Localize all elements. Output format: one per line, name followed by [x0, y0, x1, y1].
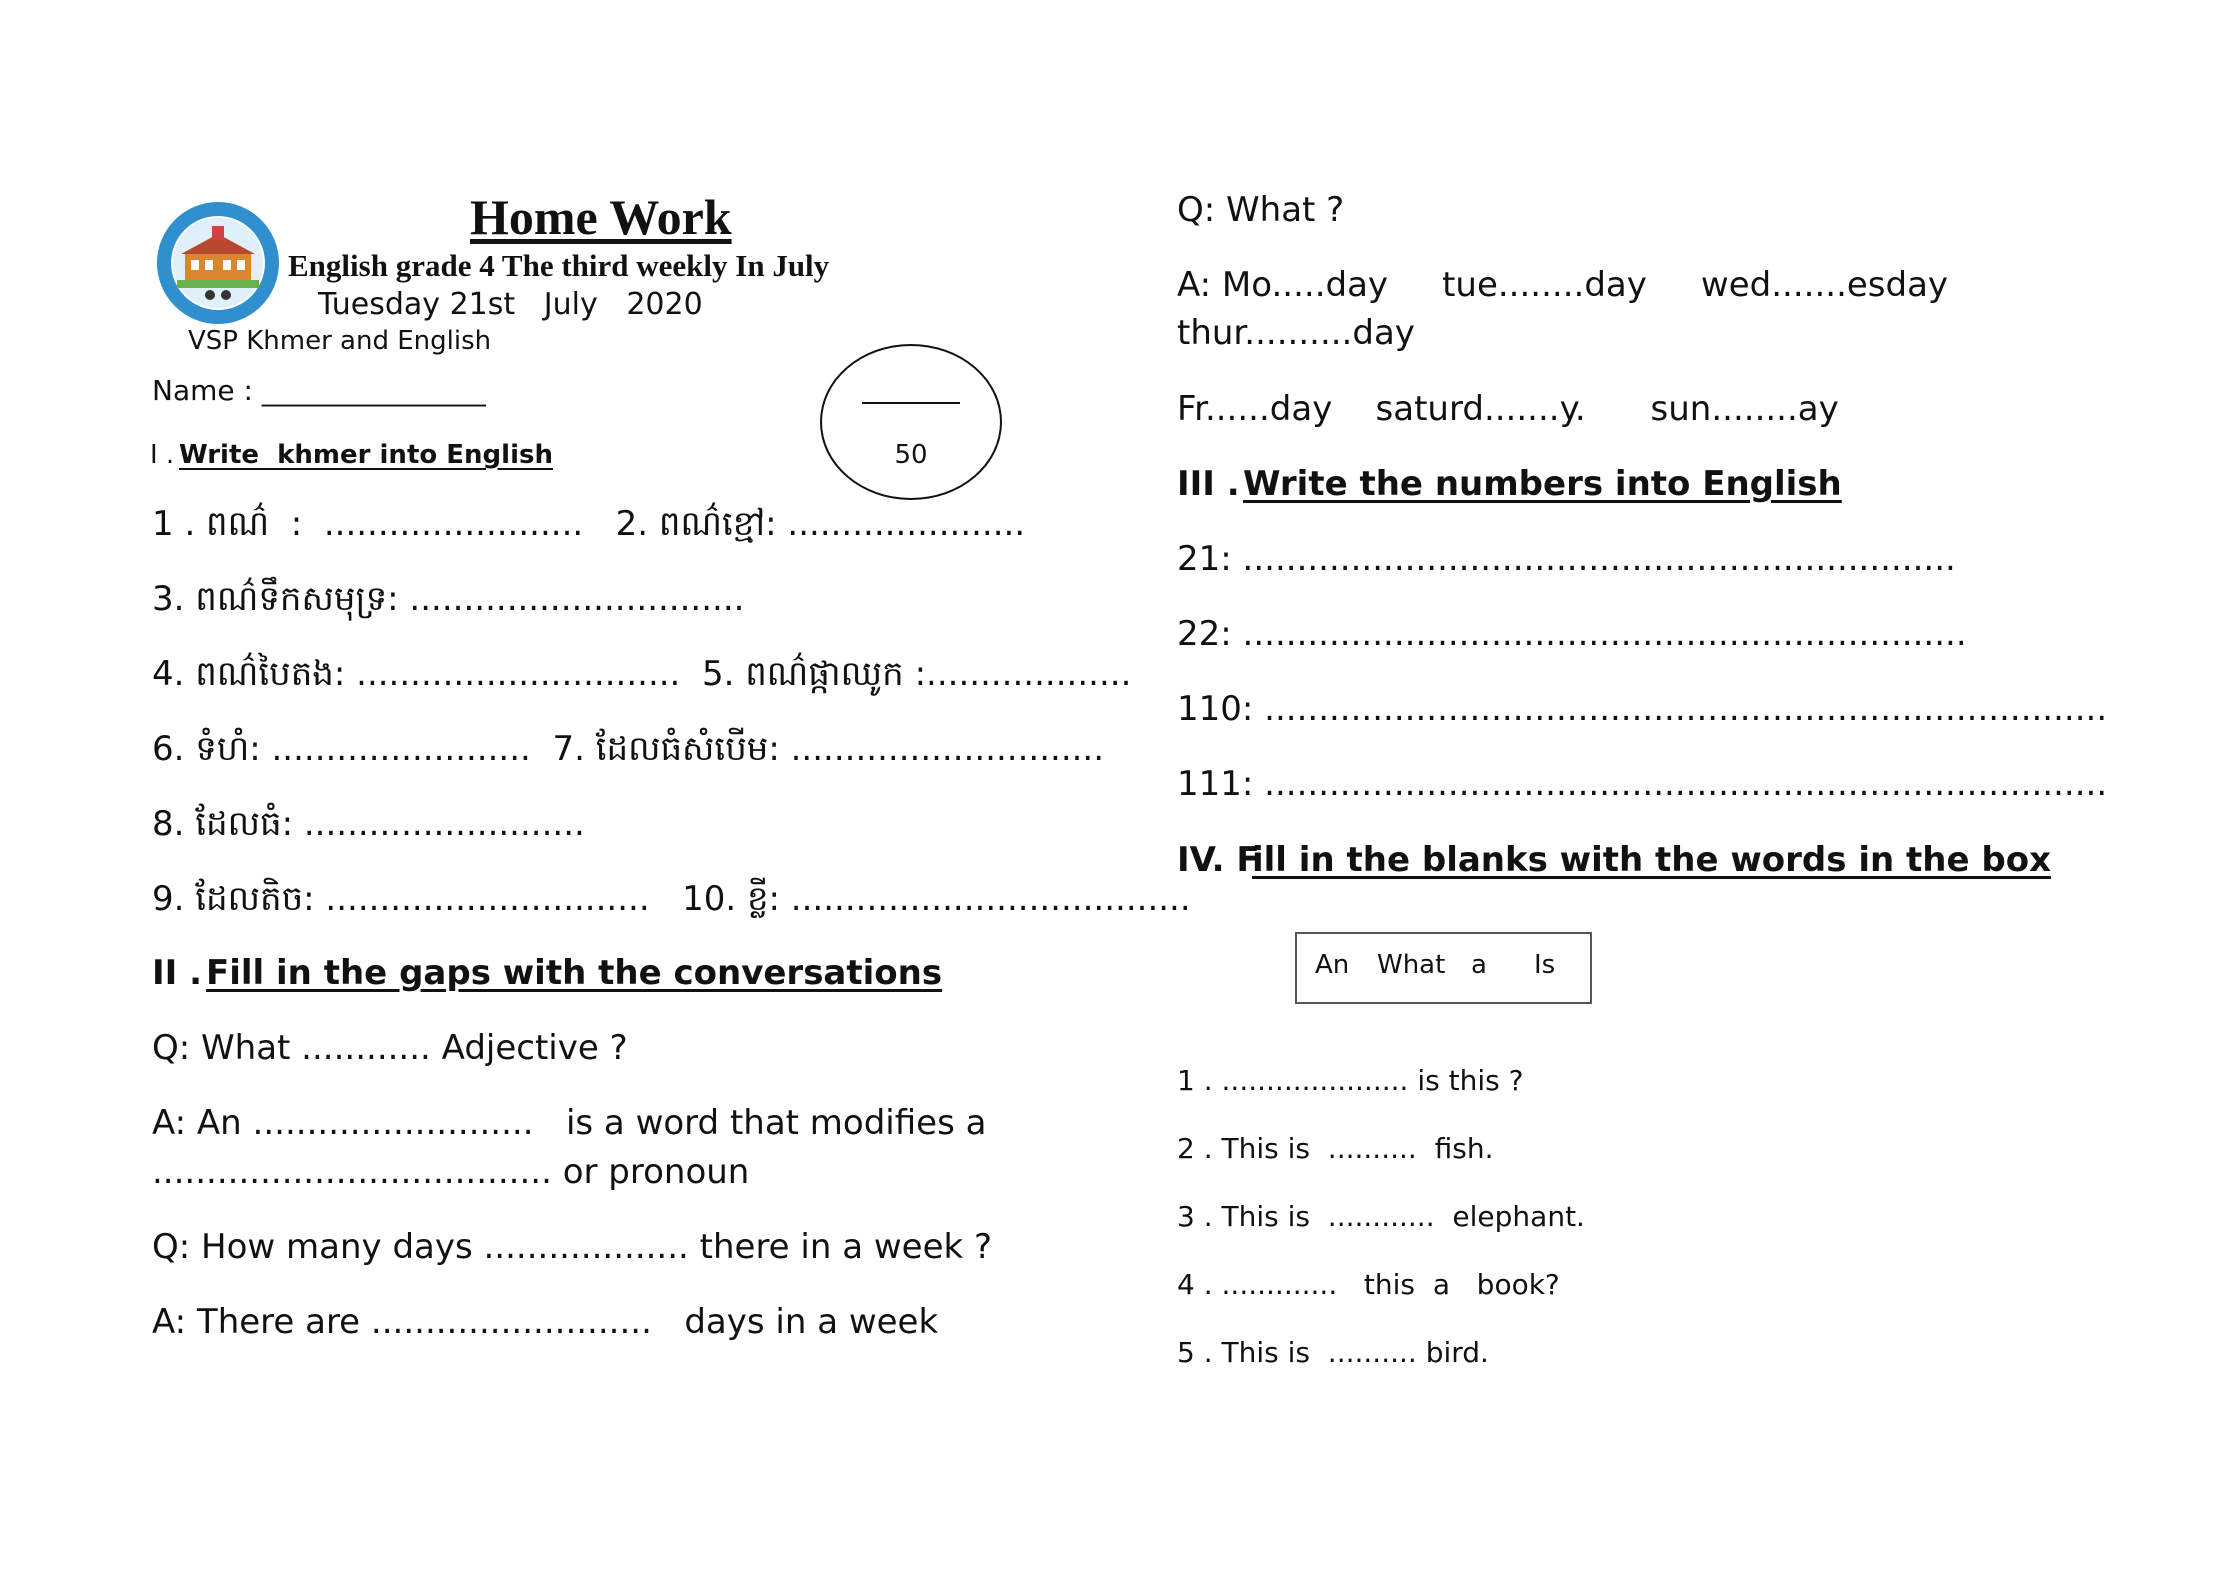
conversation-line[interactable]: A: An .......................... is a word that modifies a [152, 1103, 987, 1143]
exercise-line[interactable]: 9. ដែលតិច: .............................. 10. ខ្លី: ..................................... [152, 879, 1191, 919]
number-line[interactable]: 21: .................................................................. [1177, 539, 1956, 579]
section-2-heading: Fill in the gaps with the conversations [206, 953, 943, 993]
number-line[interactable]: 111: .............................................................................. [1177, 764, 2108, 804]
page-title: Home Work [470, 189, 732, 245]
word-option: Is [1534, 950, 1556, 980]
blank-line[interactable]: 4 . ............. this a book? [1177, 1268, 1560, 1301]
blank-line[interactable]: 3 . This is ............ elephant. [1177, 1200, 1585, 1233]
school-seal-icon [155, 200, 281, 326]
word-option: a [1471, 950, 1487, 980]
section-3-heading: Write the numbers into English [1243, 464, 1842, 504]
score-circle [820, 344, 1002, 500]
blank-line[interactable]: 5 . This is .......... bird. [1177, 1336, 1489, 1369]
conversation-line[interactable]: A: Mo.....day tue........day wed.......esday [1177, 265, 1949, 305]
number-line[interactable]: 110: .............................................................................. [1177, 689, 2108, 729]
conversation-line[interactable]: thur..........day [1177, 313, 1415, 353]
date: Tuesday 21st July 2020 [318, 287, 703, 322]
number-line[interactable]: 22: ................................................................... [1177, 614, 1967, 654]
conversation-line[interactable]: Q: What ? [1177, 190, 1345, 230]
score-blank[interactable] [862, 402, 960, 404]
conversation-line[interactable]: Q: What ............ Adjective ? [152, 1028, 628, 1068]
blank-line[interactable]: 2 . This is .......... fish. [1177, 1132, 1494, 1165]
exercise-line[interactable]: 6. ទំហំ: ........................ 7. ដែលធំសំបើម: ............................. [152, 729, 1105, 769]
section-2-number: II . [152, 953, 203, 993]
section-4-number: IV. F [1177, 840, 1260, 880]
section-3-number: III . [1177, 464, 1240, 504]
conversation-line[interactable]: A: There are .......................... days in a week [152, 1302, 939, 1342]
exercise-line[interactable]: 4. ពណ៌បៃតង: .............................. 5. ពណ៌ផ្កាឈូក :................... [152, 654, 1132, 694]
blank-line[interactable]: 1 . ..................... is this ? [1177, 1064, 1524, 1097]
word-option: What [1377, 950, 1446, 980]
word-option: An [1315, 950, 1350, 980]
subtitle: English grade 4 The third weekly In July [288, 248, 830, 283]
word-box [1295, 932, 1592, 1004]
section-1-heading: Write khmer into English [179, 440, 553, 470]
conversation-line[interactable]: Fr......day saturd.......y. sun........ay [1177, 389, 1839, 429]
school-name: VSP Khmer and English [188, 326, 492, 356]
section-4-heading: ill in the blanks with the words in the box [1252, 840, 2052, 880]
exercise-line[interactable]: 3. ពណ៌ទឹកសមុទ្រ: ............................... [152, 579, 745, 619]
exercise-line[interactable]: 1 . ពណ៌ : ........................ 2. ពណ៌ខ្មៅ: ...................... [152, 504, 1026, 544]
score-total: 50 [894, 440, 928, 470]
conversation-line[interactable]: Q: How many days ................... there in a week ? [152, 1227, 993, 1267]
section-1-number: I . [150, 440, 175, 470]
name-field[interactable]: Name : ________________ [152, 374, 486, 407]
conversation-line[interactable]: ..................................... or pronoun [152, 1152, 750, 1192]
exercise-line[interactable]: 8. ដែលធំ: .......................... [152, 804, 585, 844]
